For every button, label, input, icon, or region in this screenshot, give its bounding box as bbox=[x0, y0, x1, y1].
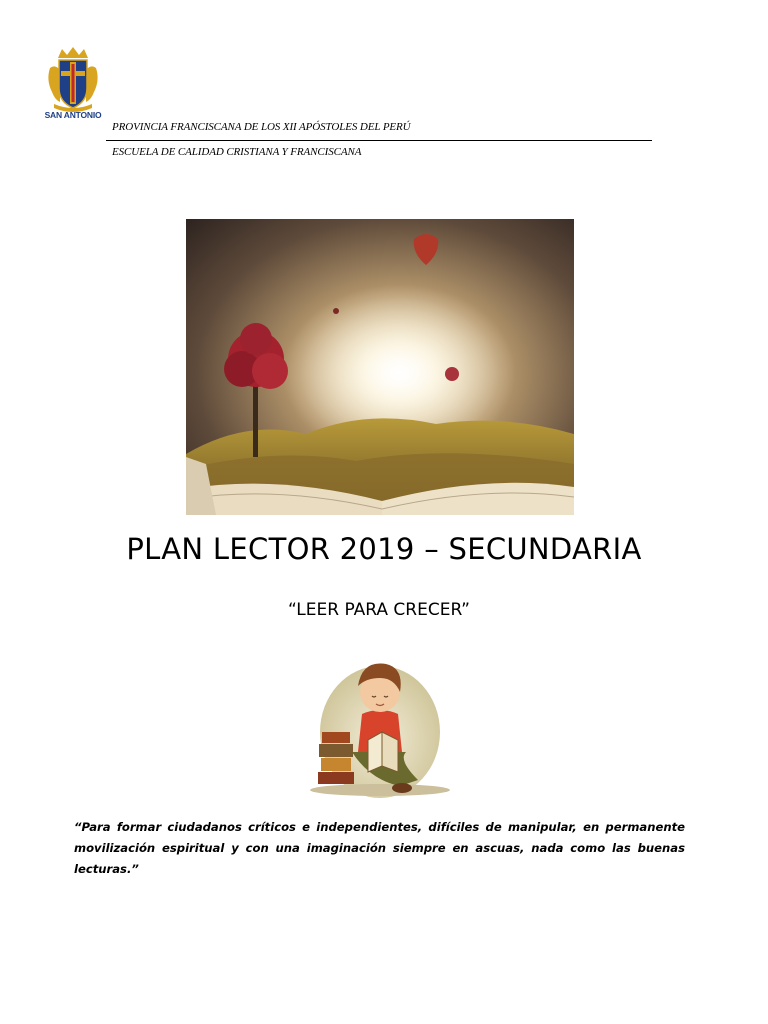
page-title: PLAN LECTOR 2019 – SECUNDARIA bbox=[126, 532, 642, 566]
header-province: PROVINCIA FRANCISCANA DE LOS XII APÓSTOLES DEL PERÚ bbox=[112, 121, 411, 133]
header-school-motto: ESCUELA DE CALIDAD CRISTIANA Y FRANCISCANA bbox=[112, 146, 362, 158]
child-reading-book-illustration bbox=[300, 640, 460, 800]
reading-quote: “Para formar ciudadanos críticos e independientes, difíciles de manipular, en permanente movilización espiritual y con una imaginación siempre en ascuas, nada como las buenas lecturas.” bbox=[74, 820, 685, 876]
header-divider bbox=[106, 140, 652, 141]
school-name-logo-text: SAN ANTONIO bbox=[44, 110, 102, 120]
open-book-landscape-image bbox=[186, 219, 574, 515]
page-subtitle: “LEER PARA CRECER” bbox=[288, 600, 470, 620]
